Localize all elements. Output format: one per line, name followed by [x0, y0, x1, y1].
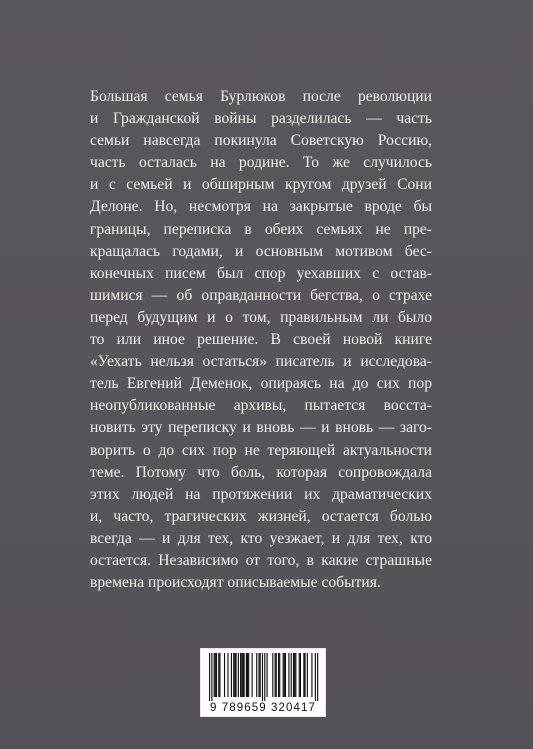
blurb-line: неопубликованные архивы, пытается восста- — [90, 397, 432, 415]
blurb-line: этих людей на протяжении их драматических — [90, 485, 432, 503]
barcode-bar — [267, 653, 268, 697]
barcode-bar — [256, 653, 257, 697]
barcode-bar — [214, 653, 215, 697]
blurb-line: остается. Независимо от того, в какие страшные — [90, 551, 432, 569]
blurb-line: времена происходят описываемые события. — [90, 574, 381, 592]
barcode-bar — [304, 653, 305, 697]
blurb-line: теме. Потому что боль, которая сопровождала — [90, 463, 432, 481]
barcode-bar — [311, 653, 312, 697]
barcode-bar — [264, 653, 265, 701]
blurb-line: тель Евгений Деменок, опираясь на до сих пор — [90, 375, 432, 393]
barcode-bar — [283, 653, 284, 697]
blurb-line: и с семьей и обширным кругом друзей Сони — [90, 176, 432, 194]
barcode-bar — [241, 653, 242, 697]
barcode-bar — [276, 653, 277, 697]
blurb-line: всегда — и для тех, кто уезжает, и для тех, кто — [90, 529, 432, 547]
barcode-bar — [294, 653, 295, 697]
isbn-barcode — [200, 648, 326, 717]
barcode-bar — [262, 653, 263, 701]
barcode-bar — [234, 653, 235, 697]
barcode-bar — [235, 653, 236, 697]
barcode-bar — [284, 653, 285, 697]
barcode-bar — [209, 653, 210, 701]
barcode-bar — [303, 653, 304, 697]
barcode-bar — [218, 653, 219, 697]
blurb-text — [90, 86, 432, 594]
blurb-line: шимися — об оправданности бегства, о страхе — [90, 286, 432, 304]
barcode-bar — [291, 653, 292, 697]
blurb-line: Большая семья Бурлюков после революции — [90, 88, 432, 105]
blurb-line: часть осталась на родине. То же случилось — [90, 154, 432, 172]
barcode-bars — [205, 653, 323, 701]
barcode-bar — [272, 653, 273, 697]
barcode-bar — [278, 653, 279, 697]
blurb-line: «Уехать нельзя остаться» писатель и исследова- — [90, 353, 432, 371]
barcode-bar — [317, 653, 318, 701]
barcode-bar — [246, 653, 247, 697]
barcode-bar — [244, 653, 245, 697]
barcode-bar — [242, 653, 243, 697]
barcode-bar — [299, 653, 300, 697]
barcode-bar — [307, 653, 308, 697]
barcode-bar — [260, 653, 261, 697]
barcode-bar — [248, 653, 249, 697]
blurb-line: семьи навсегда покинула Советскую Россию, — [90, 132, 432, 150]
blurb-line: Делоне. Но, несмотря на закрытые вроде бы — [90, 198, 432, 216]
barcode-bar — [300, 653, 301, 697]
barcode-bar — [233, 653, 234, 697]
barcode-bar — [216, 653, 217, 697]
barcode-bar — [231, 653, 232, 697]
barcode-bar — [275, 653, 276, 697]
blurb-line: перед будущим и о том, правильным ли было — [90, 308, 432, 326]
barcode-bar — [295, 653, 296, 697]
blurb-line: кращалась годами, и основным мотивом бес- — [90, 242, 432, 260]
barcode-bar — [279, 653, 280, 697]
barcode-bar — [211, 653, 212, 701]
isbn-digits: 9 789659 320417 — [209, 702, 317, 714]
barcode-bar — [252, 653, 253, 697]
barcode-bar — [293, 653, 294, 697]
blurb-line: границы, переписка в обеих семьях не пре- — [90, 220, 432, 238]
barcode-bar — [219, 653, 220, 697]
blurb-line: конечных писем был спор уехавших с остав- — [90, 264, 432, 282]
blurb-line: и, часто, трагических жизней, остается болью — [90, 507, 432, 525]
barcode-bar — [240, 653, 241, 697]
barcode-bar — [315, 653, 316, 701]
blurb-line: ворить о до сих пор не теряющей актуальности — [90, 441, 432, 459]
blurb-line: новить эту переписку и вновь — и вновь — заго- — [90, 419, 432, 437]
blurb-line: то или иное решение. В своей новой книге — [90, 331, 432, 349]
barcode-bar — [215, 653, 216, 697]
barcode-bar — [224, 653, 225, 697]
barcode-bar — [288, 653, 289, 697]
barcode-bar — [238, 653, 239, 697]
barcode-bar — [247, 653, 248, 697]
barcode-bar — [227, 653, 228, 697]
barcode-bar — [258, 653, 259, 697]
barcode-bar — [285, 653, 286, 697]
blurb-line: и Гражданской войны разделилась — часть — [90, 110, 432, 128]
